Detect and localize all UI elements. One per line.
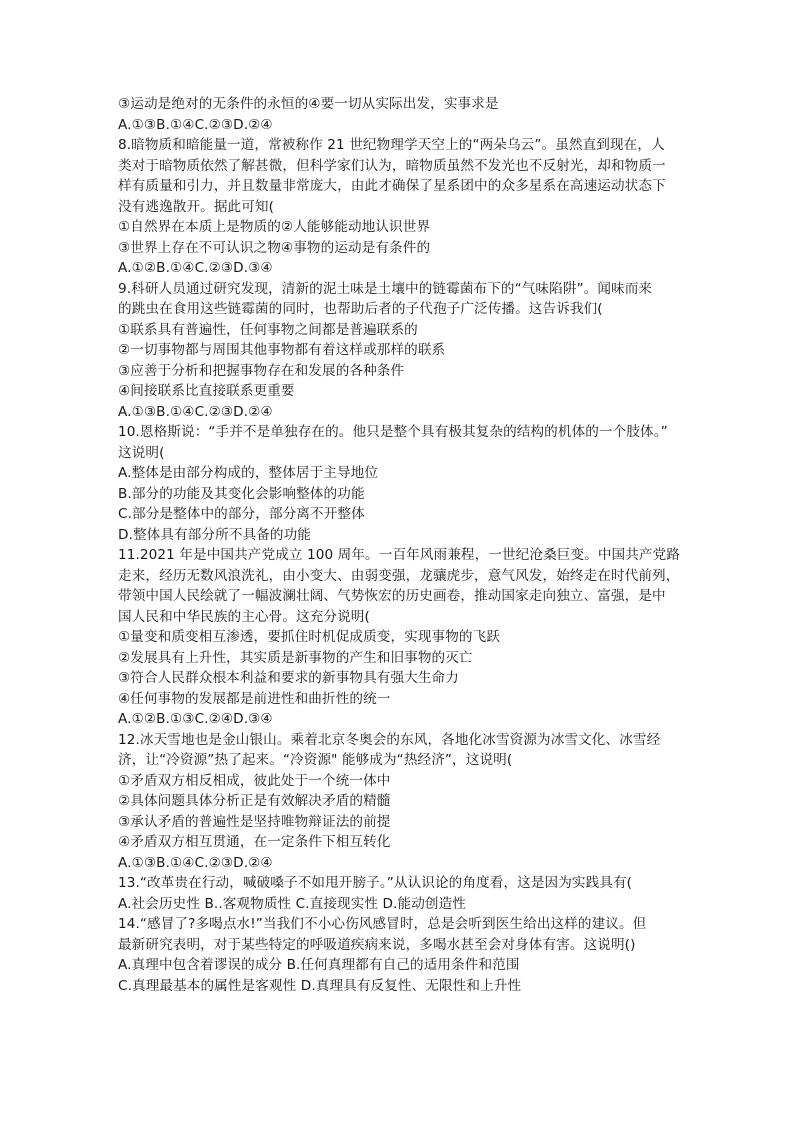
answer-options: A.①②B.①③C.②④D.③④: [118, 711, 273, 727]
question-12-text: 12.冰天雪地也是金山银山。乘着北京冬奥会的东风，各地化冰雪资源为冰雪文化、冰雪经: [118, 731, 661, 748]
option-line: D.整体具有部分所不具备的功能: [118, 526, 312, 543]
option-line: A.真理中包含着谬误的成分 B.任何真理都有自己的适用条件和范围: [118, 957, 520, 973]
question-8-text: 样有质量和引力，并且数量非常庞大，由此才确保了星系团中的众多星系在高速运动状态下: [118, 178, 666, 194]
question-10-text: 10.恩格斯说：“手并不是单独存在的。他只是整个具有极其复杂的结构的机体的一个肢体。”: [118, 424, 668, 440]
question-9-text: 9.科研人员通过研究发现，清新的泥土味是土壤中的链霉菌布下的“气味陷阱”。闻味而来: [118, 280, 653, 297]
option-line: B.部分的功能及其变化会影响整体的功能: [118, 485, 365, 502]
answer-options: A.①③B.①④C.②③D.②④: [118, 116, 273, 133]
statement-line: ②一切事物都与周围其他事物都有着这样或那样的联系: [118, 342, 446, 358]
question-8-text: 没有逃逸散开。据此可知(: [118, 198, 275, 215]
statement-line: ③承认矛盾的普遍性是坚持唯物辩证法的前提: [118, 813, 391, 830]
option-line: C.部分是整体中的部分，部分离不开整体: [118, 506, 365, 522]
answer-options: A.①②B.①④C.②③D.③④: [118, 260, 273, 276]
question-11-text: 国人民和中华民族的主心骨。这充分说明(: [118, 608, 370, 625]
question-11-text: 11.2021 年是中国共产党成立 100 周年。一百年风雨兼程，一世纪沧桑巨变。中国共产党路: [118, 547, 681, 563]
question-13-text: 13.“改革贵在行动，喊破嗓子不如甩开膀子。”从认识论的角度看，这是因为实践具有(: [118, 875, 633, 891]
statement-line: ④任何事物的发展都是前进性和曲折性的统一: [118, 690, 391, 707]
statement-line: ④间接联系比直接联系更重要: [118, 383, 295, 399]
statement-line: ①矛盾双方相反相成，彼此处于一个统一体中: [118, 772, 391, 789]
question-12-text: 济，让“冷资源”热了起来。“冷资源" 能够成为“热经济”，这说明(: [118, 752, 513, 768]
statement-line: ②发展具有上升性，其实质是新事物的产生和旧事物的灭亡: [118, 649, 473, 666]
statement-line: ①量变和质变相互渗透，要抓住时机促成质变，实现事物的飞跃: [118, 629, 501, 645]
question-9-text: 的跳虫在食用这些链霉菌的同时，也帮助后者的子代孢子广泛传播。这告诉我们(: [118, 301, 603, 317]
text-line: ③运动是绝对的无条件的永恒的④要一切从实际出发，实事求是: [118, 96, 499, 112]
statement-line: ④矛盾双方相互贯通，在一定条件下相互转化: [118, 834, 391, 850]
question-8-text: 类对于暗物质依然了解甚微，但科学家们认为，暗物质虽然不发光也不反射光，却和物质一: [118, 157, 666, 174]
answer-options: A.①③B.①④C.②③D.②④: [118, 403, 273, 420]
statement-line: ①自然界在本质上是物质的②人能够能动地认识世界: [118, 219, 431, 235]
statement-line: ③符合人民群众根本利益和要求的新事物具有强大生命力: [118, 670, 459, 686]
statement-line: ①联系具有普遍性，任何事物之间都是普遍联系的: [118, 321, 418, 338]
question-8-text: 8.暗物质和暗能量一道，常被称作 21 世纪物理学天空上的“两朵乌云”。虽然直到现在，人: [118, 137, 665, 153]
question-11-text: 走来，经历无数风浪洗礼，由小变大、由弱变强，龙骧虎步，意气风发，始终走在时代前列，: [118, 567, 680, 584]
option-line: A.社会历史性 B..客观物质性 C.直接现实性 D.能动创造性: [118, 895, 466, 912]
document-page: [118, 94, 681, 996]
question-14-text: 最新研究表明，对于某些特定的呼吸道疾病来说，多喝水甚至会对身体有害。这说明(): [118, 936, 636, 953]
option-line: A.整体是由部分构成的，整体居于主导地位: [118, 465, 379, 481]
statement-line: ②具体问题具体分析正是有效解决矛盾的精髓: [118, 793, 391, 809]
answer-options: A.①③B.①④C.②③D.②④: [118, 854, 273, 871]
question-10-text: 这说明(: [118, 444, 165, 461]
question-11-text: 带领中国人民绘就了一幅波澜壮阔、气势恢宏的历史画卷，推动国家走向独立、富强，是中: [118, 588, 666, 604]
statement-line: ③世界上存在不可认识之物④事物的运动是有条件的: [118, 239, 431, 256]
statement-line: ③应善于分析和把握事物存在和发展的各种条件: [118, 362, 405, 379]
option-line: C.真理最基本的属性是客观性 D.真理具有反复性、无限性和上升性: [118, 977, 522, 994]
question-14-text: 14.“感冒了?多喝点水!”当我们不小心伤风感冒时，总是会听到医生给出这样的建议。但: [118, 916, 647, 932]
